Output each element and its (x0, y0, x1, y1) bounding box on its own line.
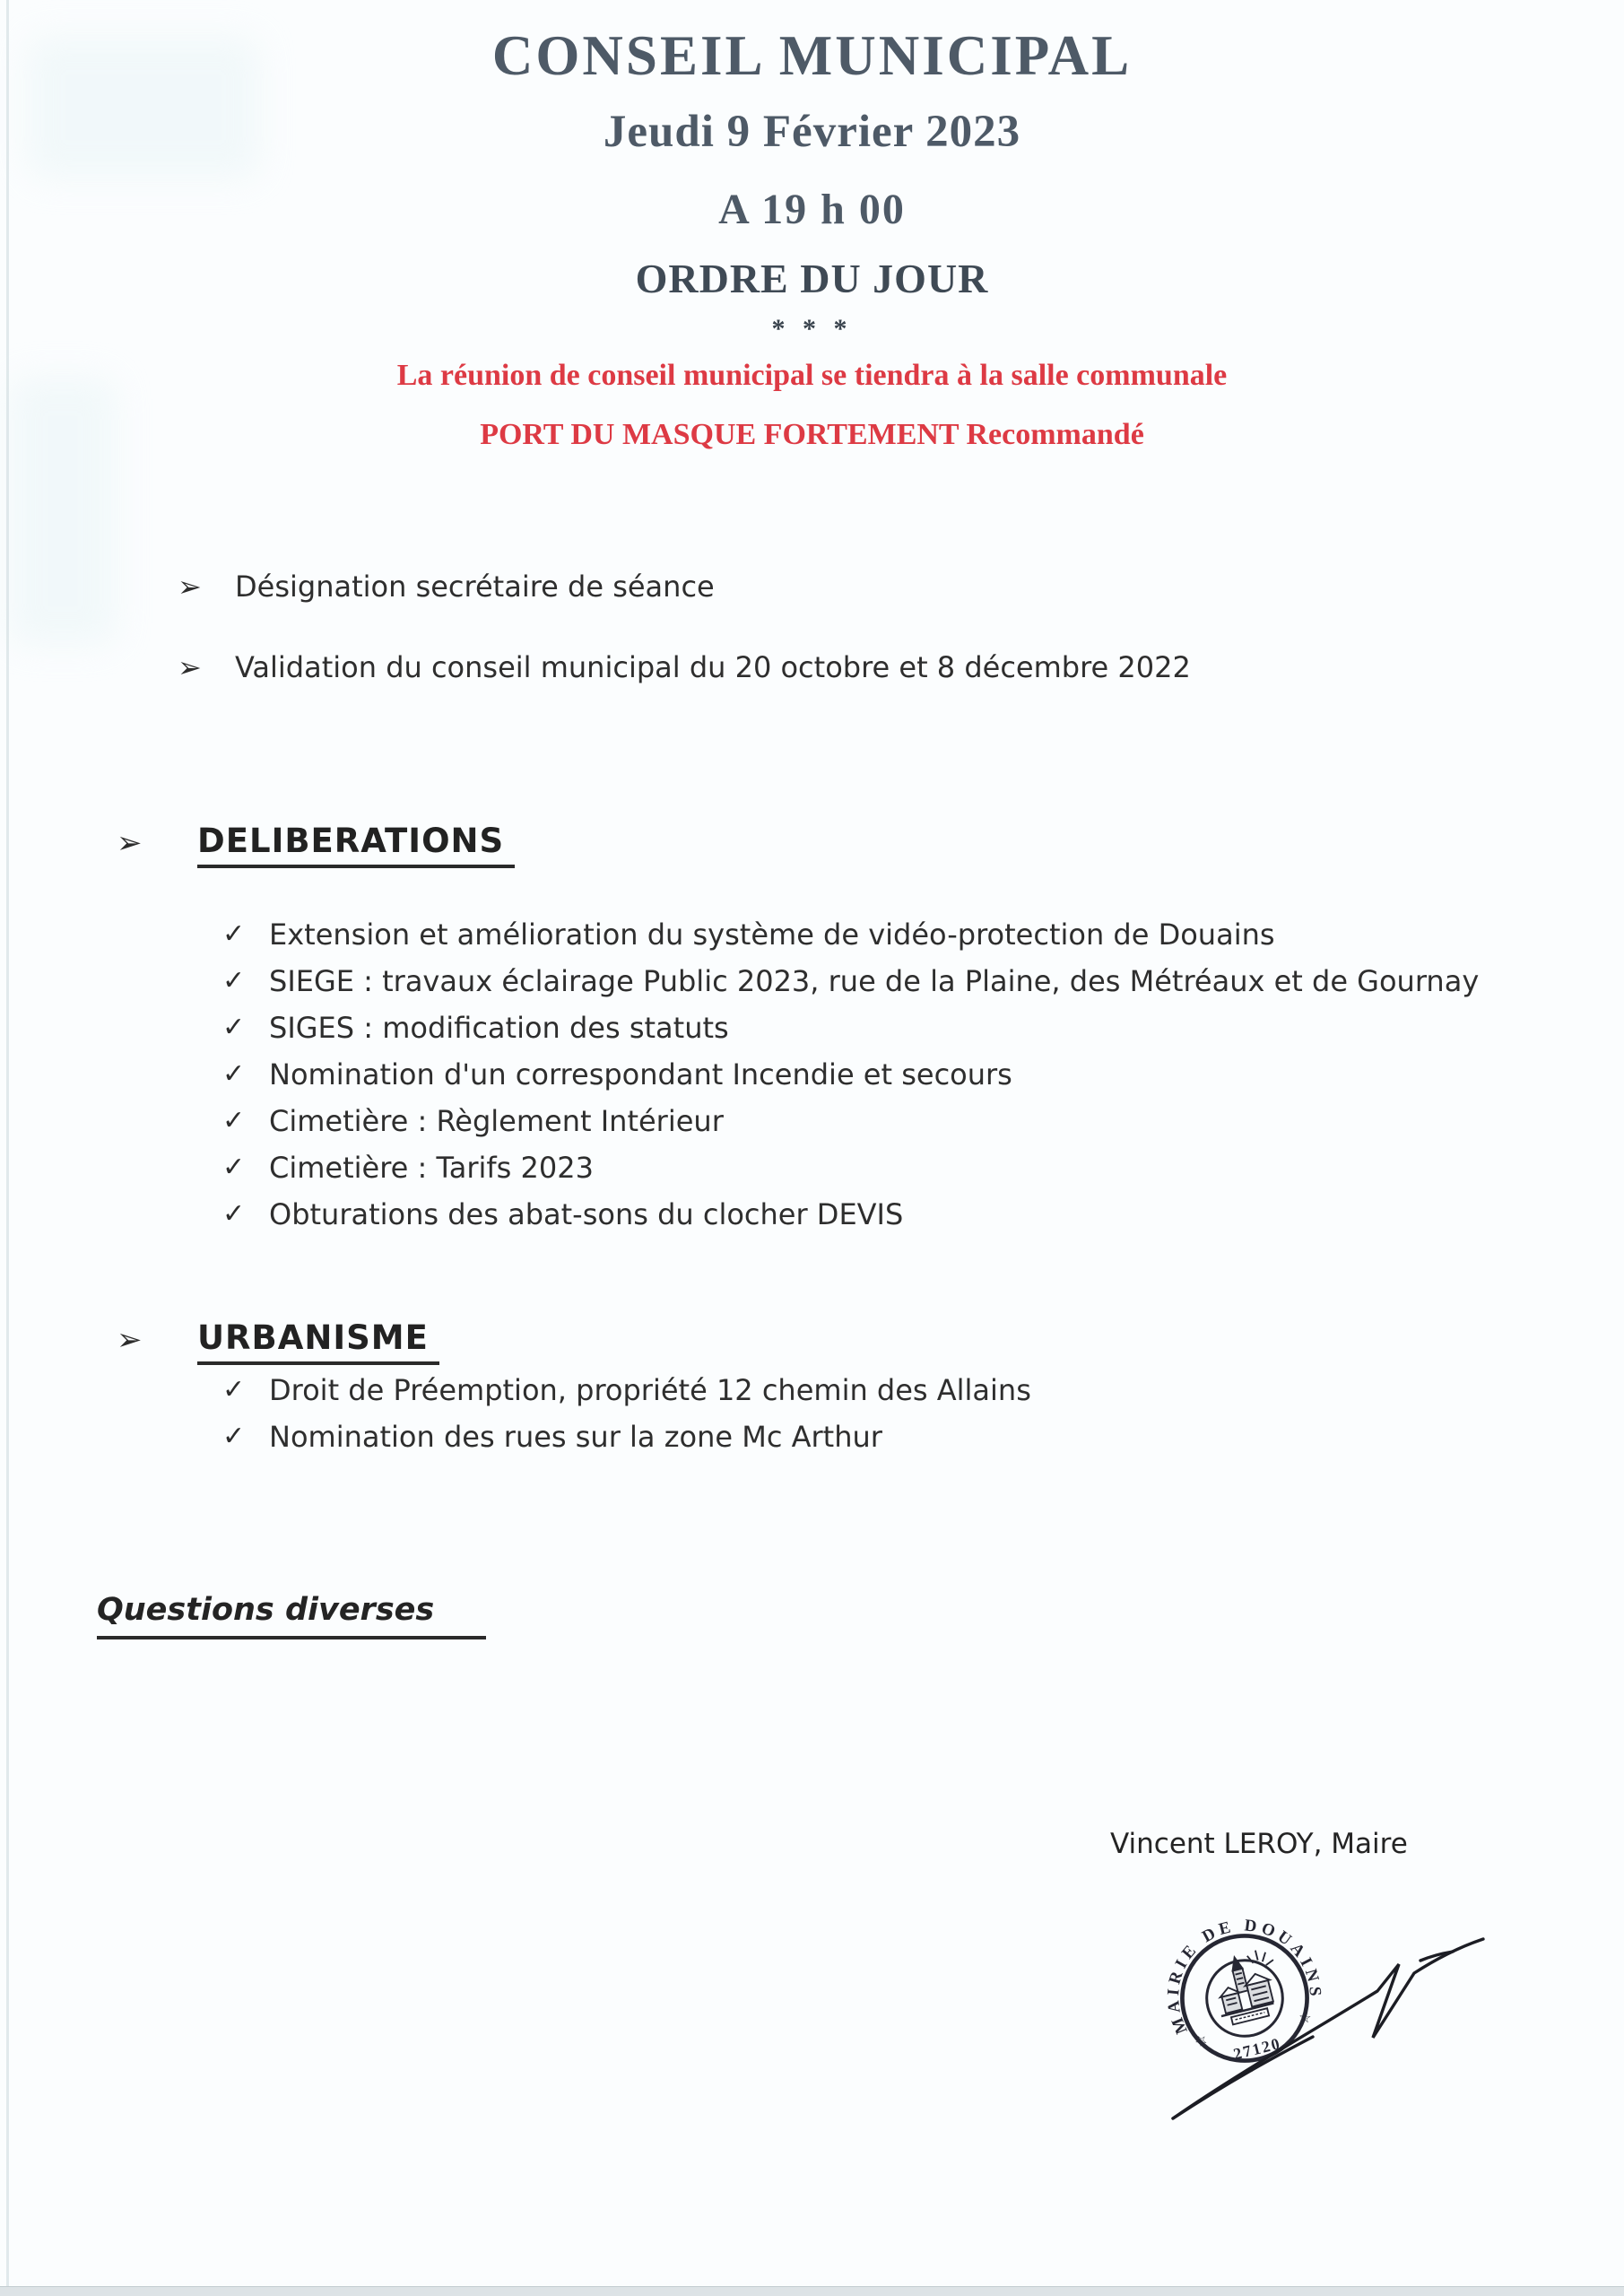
arrow-bullet-icon: ➢ (178, 650, 202, 684)
meeting-date: Jeudi 9 Février 2023 (603, 107, 1021, 157)
check-bullet-icon: ✓ (222, 918, 246, 950)
list-item (222, 1051, 1489, 1098)
separator-stars: * * * (771, 314, 853, 344)
check-bullet-icon: ✓ (222, 1198, 246, 1230)
section-heading-urbanisme (117, 1318, 439, 1365)
section-title: DELIBERATIONS (197, 822, 515, 868)
arrow-bullet-icon: ➢ (117, 1322, 143, 1358)
list-item-label: SIEGE : travaux éclairage Public 2023, rue de la Plaine, des Métréaux et de Gournay (269, 964, 1480, 998)
urbanisme-checklist (222, 1367, 1489, 1460)
stamp-postal-code: 27120 (1231, 2033, 1283, 2064)
mayor-signature (1076, 1919, 1542, 2135)
agenda-item (178, 567, 715, 606)
scan-tint-artifact (9, 377, 117, 646)
list-item-label: Extension et amélioration du système de vidéo-protection de Douains (269, 918, 1275, 952)
list-item-label: Obturations des abat-sons du clocher DEVIS (269, 1197, 904, 1231)
check-bullet-icon: ✓ (222, 965, 246, 996)
arrow-bullet-icon: ➢ (178, 570, 202, 604)
check-bullet-icon: ✓ (222, 1421, 246, 1452)
agenda-item (178, 648, 1191, 687)
list-item-label: Nomination des rues sur la zone Mc Arthur (269, 1420, 882, 1454)
questions-diverses-heading: Questions diverses (97, 1589, 486, 1639)
agenda-item-label: Validation du conseil municipal du 20 octobre et 8 décembre 2022 (235, 650, 1191, 684)
agenda-heading: ORDRE DU JOUR (635, 256, 989, 301)
check-bullet-icon: ✓ (222, 1058, 246, 1090)
stamp-arc-text: MAIRIE DE DOUAINS (1163, 1916, 1325, 2037)
list-item-label: Cimetière : Règlement Intérieur (269, 1104, 724, 1138)
list-item (222, 1367, 1489, 1413)
scan-edge-line (6, 0, 9, 2296)
list-item-label: SIGES : modification des statuts (269, 1011, 729, 1045)
stamp-star-left-icon: ☆ (1191, 2030, 1211, 2051)
arrow-bullet-icon: ➢ (117, 825, 143, 861)
check-bullet-icon: ✓ (222, 1012, 246, 1043)
list-item (222, 1004, 1489, 1051)
scan-edge-bottom (0, 2286, 1624, 2296)
list-item-label: Cimetière : Tarifs 2023 (269, 1151, 594, 1185)
check-bullet-icon: ✓ (222, 1105, 246, 1136)
section-heading-deliberations (117, 822, 515, 868)
deliberations-checklist (222, 911, 1489, 1238)
notice-line-2: PORT DU MASQUE FORTEMENT Recommandé (480, 418, 1144, 451)
meeting-time: A 19 h 00 (718, 186, 906, 233)
stamp-star-right-icon: ☆ (1298, 2008, 1313, 2027)
agenda-item-label: Désignation secrétaire de séance (235, 570, 715, 604)
list-item-label: Nomination d'un correspondant Incendie et secours (269, 1057, 1012, 1091)
check-bullet-icon: ✓ (222, 1152, 246, 1183)
list-item-label: Droit de Préemption, propriété 12 chemin des Allains (269, 1373, 1031, 1407)
list-item (222, 958, 1489, 1004)
signatory-name: Vincent LEROY, Maire (1110, 1828, 1408, 1860)
list-item (222, 1098, 1489, 1144)
page-title: CONSEIL MUNICIPAL (491, 24, 1133, 87)
list-item (222, 1144, 1489, 1191)
section-title: URBANISME (197, 1318, 439, 1365)
notice-line-1: La réunion de conseil municipal se tiendra à la salle communale (396, 359, 1228, 392)
list-item (222, 911, 1489, 958)
list-item (222, 1413, 1489, 1460)
check-bullet-icon: ✓ (222, 1374, 246, 1405)
list-item (222, 1191, 1489, 1238)
